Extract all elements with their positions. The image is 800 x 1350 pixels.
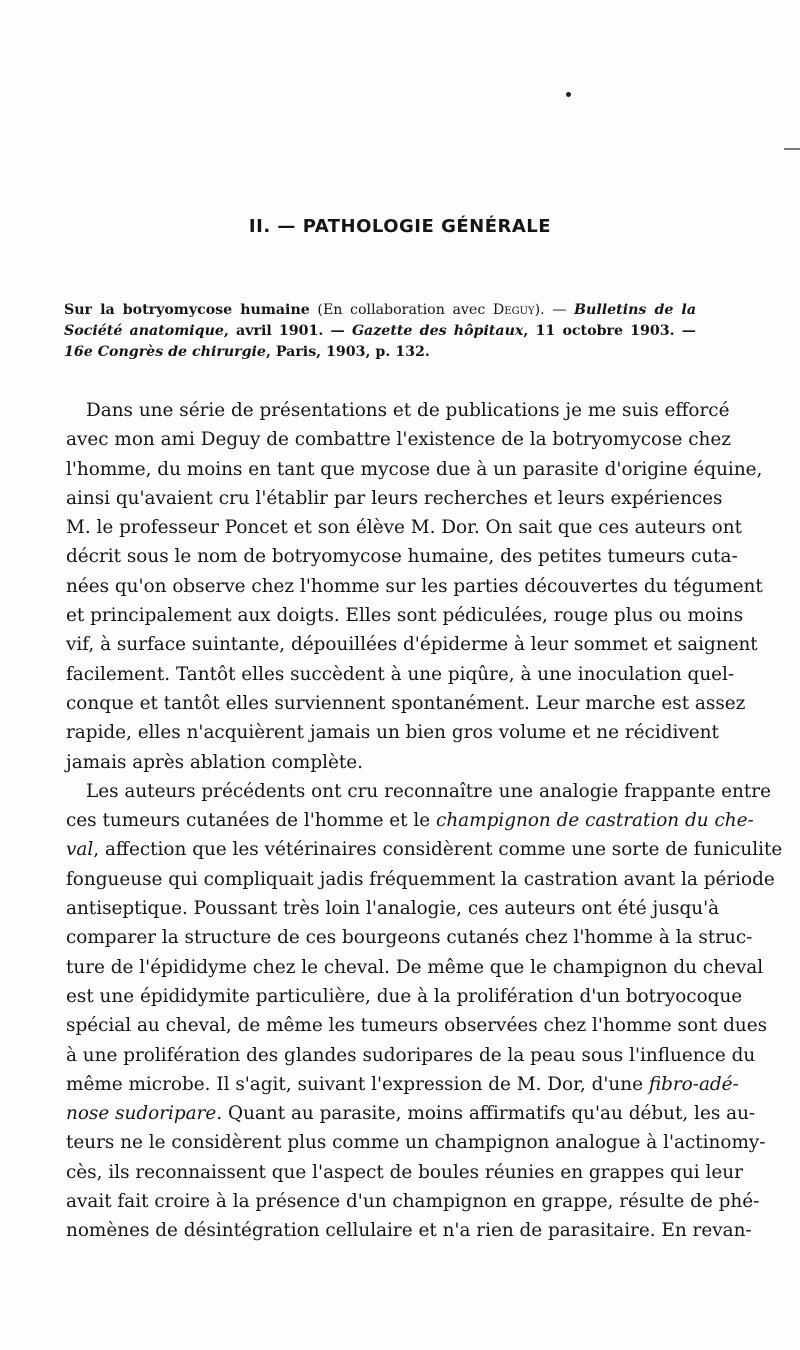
- edge-mark: [784, 148, 800, 150]
- text-line: ces tumeurs cutanées de l'homme et le champignon de castration du che-: [66, 810, 754, 832]
- citation-bulletin: Bulletins de la Société anatomique: [64, 302, 697, 339]
- text-line: M. le professeur Poncet et son élève M. Dor. On sait que ces auteurs ont: [66, 517, 742, 539]
- text-line: ture de l'épididyme chez le cheval. De même que le champignon du cheval: [66, 956, 764, 978]
- text-line: l'homme, du moins en tant que mycose due à un parasite d'origine équine,: [66, 458, 763, 480]
- text-line: spécial au cheval, de même les tumeurs observées chez l'homme sont dues: [66, 1015, 768, 1037]
- text-line: comparer la structure de ces bourgeons cutanés chez l'homme à la struc-: [66, 927, 753, 949]
- text-line: rapide, elles n'acquièrent jamais un bien gros volume et ne récidivent: [66, 722, 719, 744]
- text-line: Dans une série de présentations et de publications je me suis efforcé: [86, 400, 730, 421]
- text-line: jamais après ablation complète.: [66, 751, 364, 773]
- text-line: antiseptique. Poussant très loin l'analogie, ces auteurs ont été jusqu'à: [66, 898, 720, 920]
- citation-text: [64, 300, 696, 363]
- text-line: Les auteurs précédents ont cru reconnaître une analogie frappante entre: [86, 780, 771, 802]
- text-line: même microbe. Il s'agit, suivant l'expression de M. Dor, d'une fibro-adé-: [66, 1073, 739, 1095]
- body-text: [66, 396, 783, 1246]
- citation-bulletin-date: , avril 1901. —: [223, 323, 352, 339]
- text-line: nées qu'on observe chez l'homme sur les parties découvertes du tégument: [66, 575, 763, 597]
- text-line: avait fait croire à la présence d'un champignon en grappe, résulte de phé-: [66, 1191, 760, 1213]
- citation-title: Sur la botryomycose humaine: [64, 302, 310, 318]
- citation: [64, 300, 696, 363]
- paragraph-2: [66, 777, 783, 1246]
- text-line: facilement. Tantôt elles succèdent à une piqûre, à une inoculation quel-: [66, 663, 735, 685]
- citation-congres-end: , Paris, 1903, p. 132.: [265, 344, 430, 360]
- citation-gazette-date: , 11 octobre 1903. —: [523, 323, 696, 339]
- text-line: val, affection que les vétérinaires considèrent comme une sorte de funiculite: [66, 839, 783, 861]
- paragraph-1: [66, 396, 763, 777]
- page-dot: [566, 92, 571, 97]
- section-title: II. — PATHOLOGIE GÉNÉRALE: [248, 216, 552, 237]
- text-line: vif, à surface suintante, dépouillées d'épiderme à leur sommet et saignent: [66, 634, 758, 656]
- text-line: à une prolifération des glandes sudoripares de la peau sous l'influence du: [66, 1044, 756, 1066]
- text-line: fongueuse qui compliquait jadis fréquemment la castration avant la période: [66, 868, 775, 890]
- citation-gazette: Gazette des hôpitaux: [351, 323, 524, 339]
- text-line: conque et tantôt elles surviennent spontanément. Leur marche est assez: [66, 692, 746, 714]
- text-line: décrit sous le nom de botryomycose humaine, des petites tumeurs cuta-: [66, 546, 738, 568]
- text-line: ainsi qu'avaient cru l'établir par leurs recherches et leurs expériences: [66, 487, 723, 509]
- text-line: nomènes de désintégration cellulaire et n'a rien de parasitaire. En revan-: [66, 1220, 752, 1242]
- text-line: avec mon ami Deguy de combattre l'existence de la botryomycose chez: [66, 429, 731, 451]
- citation-congres: 16e Congrès de chirurgie: [64, 344, 266, 360]
- text-line: et principalement aux doigts. Elles sont pédiculées, rouge plus ou moins: [66, 605, 744, 627]
- text-line: nose sudoripare. Quant au parasite, moins affirmatifs qu'au début, les au-: [66, 1103, 756, 1125]
- text-line: cès, ils reconnaissent que l'aspect de boules réunies en grappes qui leur: [66, 1161, 743, 1183]
- text-line: teurs ne le considèrent plus comme un champignon analogue à l'actinomy-: [66, 1132, 766, 1154]
- text-line: est une épididymite particulière, due à la prolifération d'un botryocoque: [66, 985, 743, 1007]
- citation-author: Deguy: [492, 302, 535, 318]
- citation-collab: (En collaboration avec: [309, 302, 493, 318]
- citation-collab-end: ). —: [534, 302, 575, 318]
